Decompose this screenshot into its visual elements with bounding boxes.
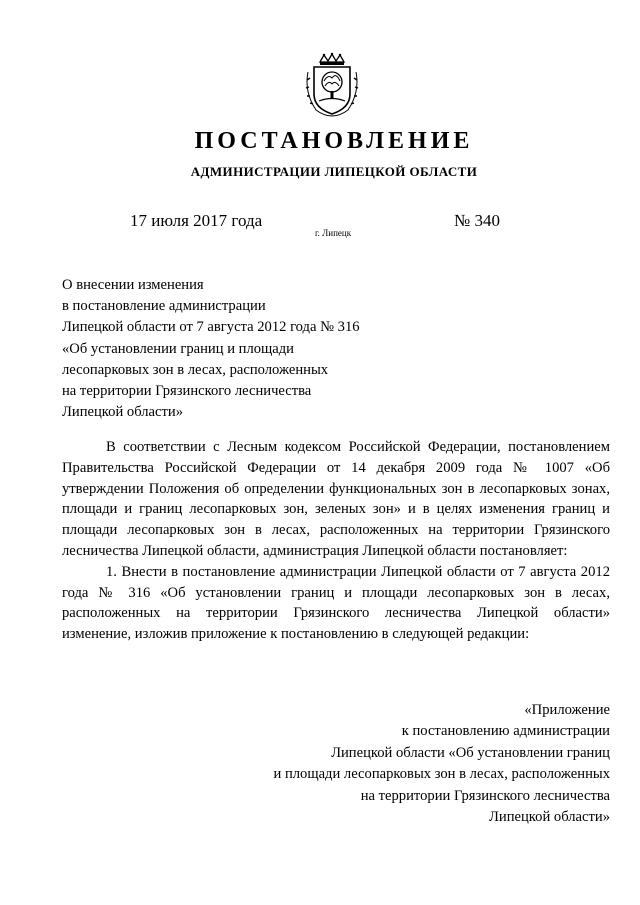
coat-of-arms-icon [302, 52, 362, 118]
subject-line: Липецкой области» [62, 404, 183, 421]
document-number: № 340 [454, 211, 500, 230]
subject-line: «Об установлении границ и площади [62, 340, 294, 357]
document-city: г. Липецк [315, 228, 352, 238]
appendix-heading [170, 700, 610, 828]
document-date: 17 июля 2017 года [130, 211, 263, 230]
appendix-line: и площади лесопарковых зон в лесах, расположенных [273, 766, 610, 783]
subject-line: в постановление администрации [62, 298, 266, 315]
appendix-line: «Приложение [524, 702, 610, 718]
body-paragraph: В соответствии с Лесным кодексом Российской Федерации, постановлением Правительства Российской Федерации от 14 декабря 2009 года № 1007 «Об утверждении Положения об определении функциональных зон в лесопарковых зонах, площади и границ лесопарковых зон, зеленых зон» и в целях изменения границ и площади лесопарковых зон в лесах, расположенных на территории Грязинского лесничества Липецкой области, администрация Липецкой области постановляет: [62, 439, 610, 559]
appendix-line: Липецкой области» [489, 809, 610, 826]
issuing-authority: АДМИНИСТРАЦИИ ЛИПЕЦКОЙ ОБЛАСТИ [190, 164, 478, 179]
document-subject [62, 275, 422, 423]
subject-line: Липецкой области от 7 августа 2012 года № 316 [62, 319, 360, 336]
appendix-line: Липецкой области «Об установлении границ [331, 744, 610, 761]
subject-line: О внесении изменения [62, 277, 204, 293]
appendix-line: на территории Грязинского лесничества [360, 787, 610, 804]
document-title: ПОСТАНОВЛЕНИЕ [194, 128, 474, 154]
body-paragraph: 1. Внести в постановление администрации Липецкой области от 7 августа 2012 года № 316 «Об установлении границ и площади лесопарковых зон в лесах, расположенных на территории Грязинского лесничества Липецкой области» изменение, изложив приложение к постановлению в следующей редакции: [62, 563, 610, 643]
appendix-line: к постановлению администрации [401, 723, 610, 740]
document-body [62, 437, 610, 645]
subject-line: на территории Грязинского лесничества [62, 383, 312, 400]
subject-line: лесопарковых зон в лесах, расположенных [62, 361, 329, 378]
